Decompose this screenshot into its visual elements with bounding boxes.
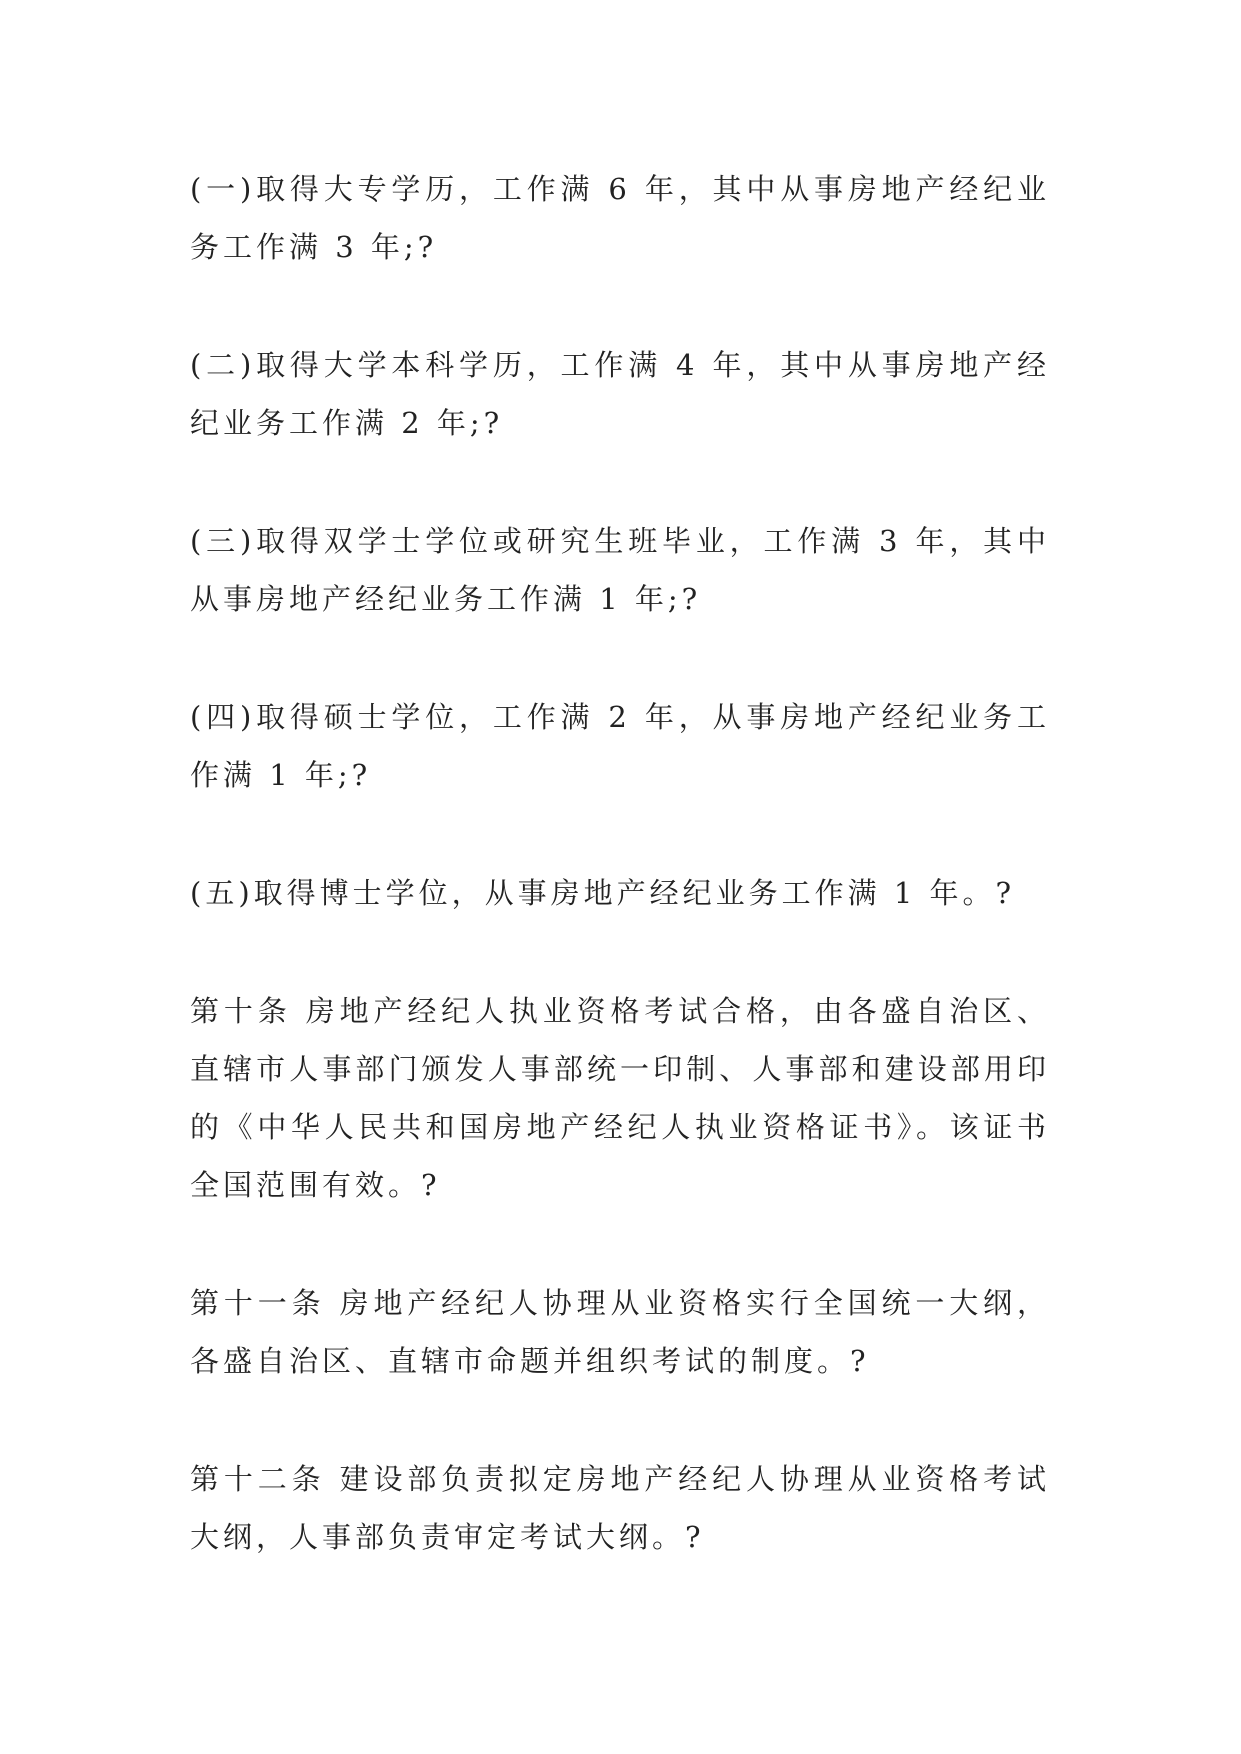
paragraph-condition-5: (五)取得博士学位，从事房地产经纪业务工作满 1 年。? [190, 876, 1016, 910]
paragraph-article-12: 第十二条 建设部负责拟定房地产经纪人协理从业资格考试大纲，人事部负责审定考试大纲。? [190, 1462, 1050, 1554]
document-body [190, 160, 1050, 1626]
paragraph-condition-3: (三)取得双学士学位或研究生班毕业，工作满 3 年，其中从事房地产经纪业务工作满 1 年;? [190, 524, 1050, 616]
paragraph-condition-4: (四)取得硕士学位，工作满 2 年，从事房地产经纪业务工作满 1 年;? [190, 700, 1050, 792]
paragraph-condition-2: (二)取得大学本科学历，工作满 4 年，其中从事房地产经纪业务工作满 2 年;? [190, 348, 1050, 440]
paragraph-condition-1: (一)取得大专学历，工作满 6 年，其中从事房地产经纪业务工作满 3 年;? [190, 172, 1050, 264]
paragraph-article-10: 第十条 房地产经纪人执业资格考试合格，由各盛自治区、直辖市人事部门颁发人事部统一印制、人事部和建设部用印的《中华人民共和国房地产经纪人执业资格证书》。该证书全国范围有效。? [190, 994, 1050, 1202]
paragraph-article-11: 第十一条 房地产经纪人协理从业资格实行全国统一大纲，各盛自治区、直辖市命题并组织考试的制度。? [190, 1286, 1050, 1378]
